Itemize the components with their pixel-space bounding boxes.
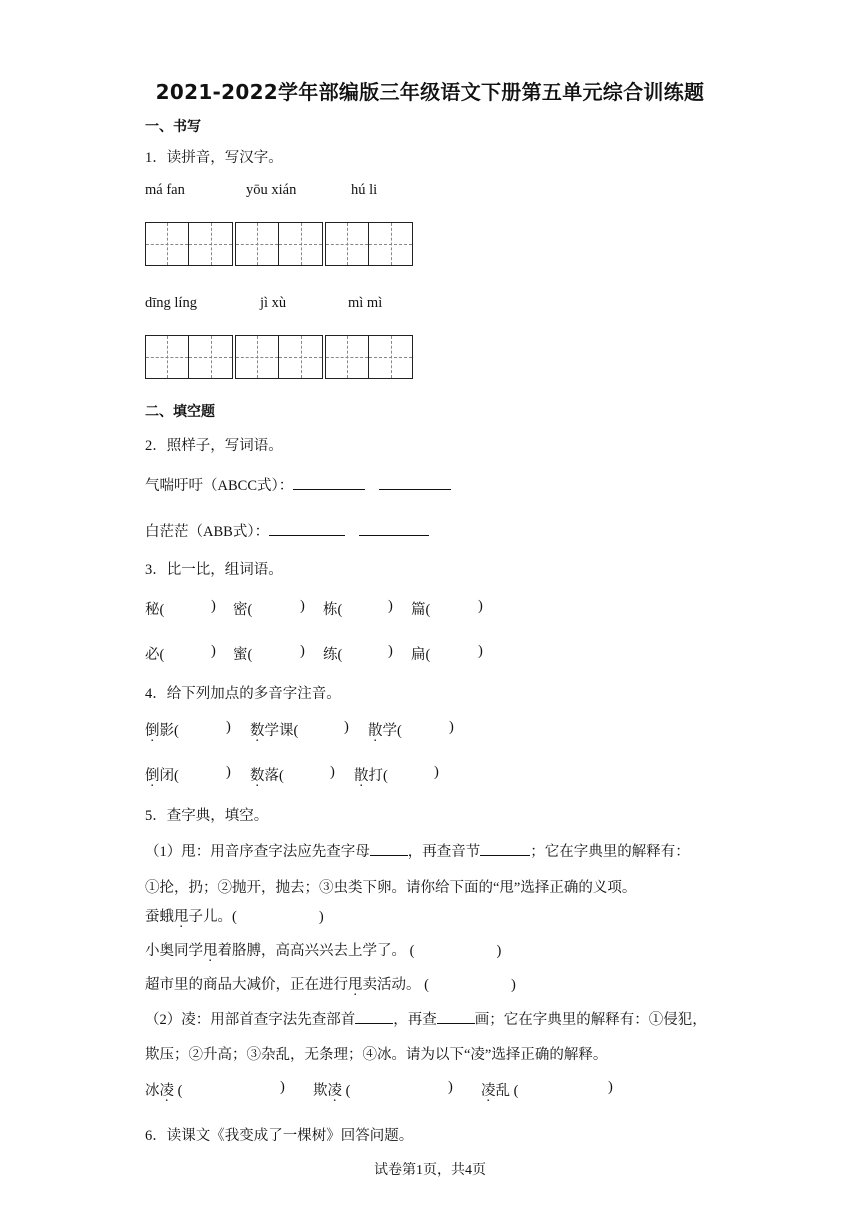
question-4-row-2: 倒闭( ) 数落( ) 散打( ) [145, 764, 439, 784]
writing-grid-row-1[interactable] [145, 222, 413, 266]
writing-cell[interactable] [145, 335, 189, 379]
question-2-stem: 2．照样子，写词语。 [145, 438, 283, 454]
answer-blank[interactable] [379, 475, 451, 490]
question-5-ling-row: 冰凌 ( ) 欺凌 ( ) 凌乱 ( ) [145, 1079, 613, 1099]
pinyin-item: hú li [351, 182, 378, 198]
writing-cell[interactable] [235, 335, 279, 379]
question-5-sentence-1: 蚕蛾甩子儿。( ) [145, 909, 324, 925]
question-3-row-1: 秘( ) 密( ) 栋( ) 篇( ) [145, 598, 483, 618]
answer-blank[interactable] [480, 841, 530, 856]
writing-cell[interactable] [279, 335, 323, 379]
question-4-stem: 4．给下列加点的多音字注音。 [145, 686, 341, 702]
answer-blank[interactable] [359, 521, 429, 536]
writing-cell[interactable] [235, 222, 279, 266]
writing-cell[interactable] [189, 222, 233, 266]
pinyin-item: yōu xián [246, 182, 297, 198]
answer-blank[interactable] [370, 841, 408, 856]
question-2-line-1: 气喘吁吁（ABCC式）： [145, 474, 451, 495]
pinyin-item: dīng líng [145, 295, 197, 311]
question-5-sentence-3: 超市里的商品大减价，正在进行甩卖活动。 ( ) [145, 977, 516, 993]
answer-blank[interactable] [437, 1009, 475, 1024]
section-heading-writing: 一、书写 [145, 119, 201, 135]
question-5-part-2-definitions: 欺压；②升高；③杂乱，无条理；④冰。请为以下“凌”选择正确的解释。 [145, 1047, 608, 1063]
writing-cell[interactable] [279, 222, 323, 266]
writing-cell[interactable] [369, 222, 413, 266]
writing-cell[interactable] [145, 222, 189, 266]
answer-blank[interactable] [269, 521, 345, 536]
question-2-line-2: 白茫茫（ABB式）： [145, 520, 429, 541]
question-5-part-2: （2）凌：用部首查字法先查部首 ，再查 画；它在字典里的解释有：①侵犯， [145, 1008, 707, 1029]
section-heading-fill: 二、填空题 [145, 404, 215, 420]
writing-grid-row-2[interactable] [145, 335, 413, 379]
pinyin-item: jì xù [260, 295, 287, 311]
answer-blank[interactable] [355, 1009, 393, 1024]
question-3-row-2: 必( ) 蜜( ) 练( ) 扁( ) [145, 643, 483, 663]
question-4-row-1: 倒影( ) 数学课( ) 散学( ) [145, 719, 454, 739]
pinyin-item: má fan [145, 182, 185, 198]
question-3-stem: 3．比一比，组词语。 [145, 562, 283, 578]
question-5-part-1-definitions: ①抡，扔；②抛开，抛去；③虫类下卵。请你给下面的“甩”选择正确的义项。 [145, 880, 637, 896]
writing-cell[interactable] [325, 222, 369, 266]
page-footer: 试卷第1页，共4页 [374, 1163, 486, 1178]
writing-cell[interactable] [325, 335, 369, 379]
pinyin-item: mì mì [348, 295, 383, 311]
writing-cell[interactable] [189, 335, 233, 379]
question-6-stem: 6．读课文《我变成了一棵树》回答问题。 [145, 1128, 414, 1144]
question-5-part-1: （1）甩：用音序查字法应先查字母 ，再查音节 ；它在字典里的解释有： [145, 840, 690, 861]
writing-cell[interactable] [369, 335, 413, 379]
question-5-stem: 5．查字典，填空。 [145, 808, 269, 824]
question-5-sentence-2: 小奥同学甩着胳膊，高高兴兴去上学了。 ( ) [145, 943, 502, 959]
answer-blank[interactable] [293, 475, 365, 490]
question-1-stem: 1．读拼音，写汉字。 [145, 150, 283, 166]
page-title: 2021-2022学年部编版三年级语文下册第五单元综合训练题 [155, 80, 705, 104]
